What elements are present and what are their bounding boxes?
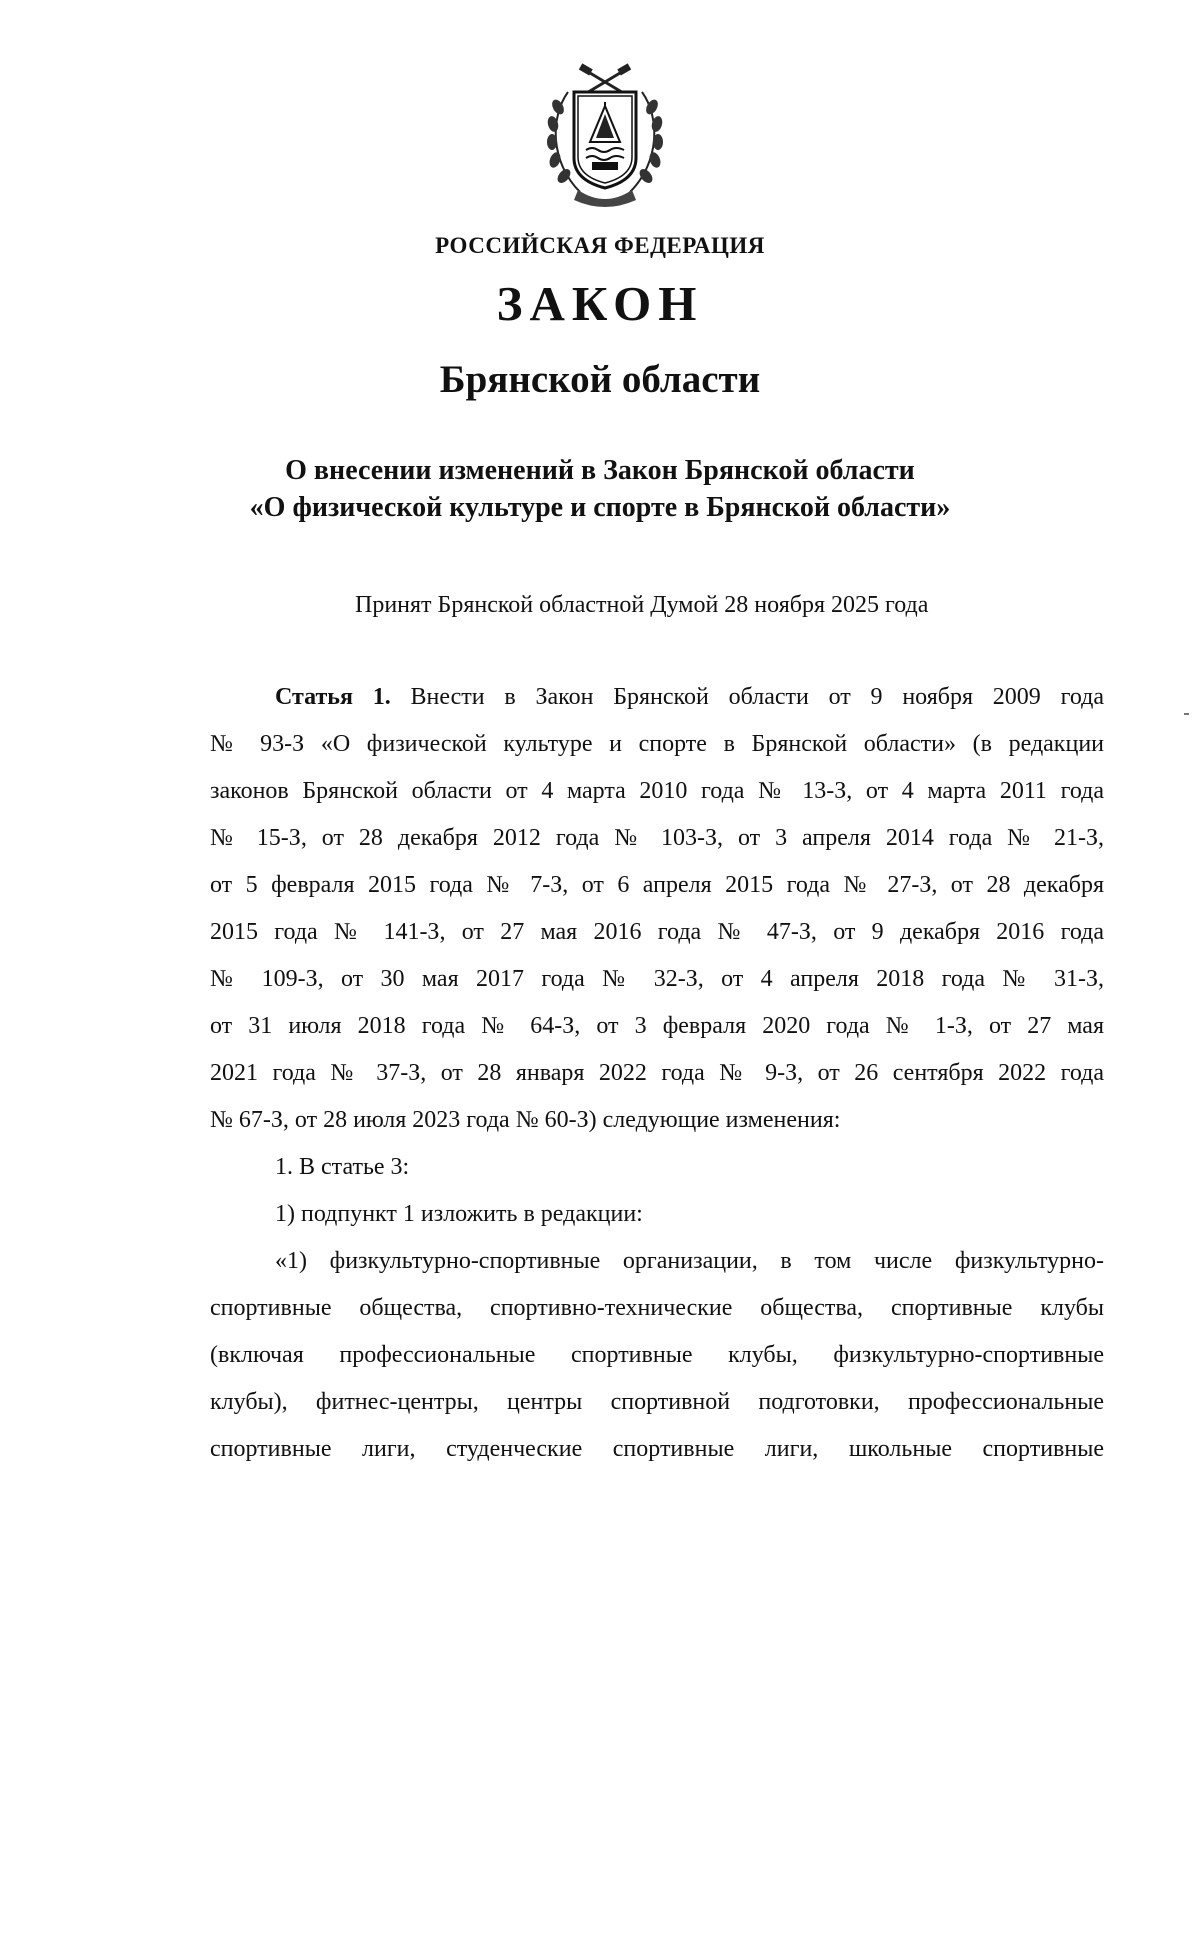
item-1: 1. В статье 3: — [275, 1154, 410, 1180]
quoted-text-line: клубы), фитнес-центры, центры спортивной подготовки, профессиональные — [210, 1389, 1104, 1415]
article-1-first-line — [275, 682, 1104, 712]
article-1-label: Статья 1. — [275, 684, 391, 710]
quoted-text-line: спортивные общества, спортивно-технические общества, спортивные клубы — [210, 1295, 1104, 1321]
article-1-first-line-text: Внести в Закон Брянской области от 9 ноября 2009 года — [390, 684, 1104, 710]
law-title-line-1: О внесении изменений в Закон Брянской области — [285, 455, 915, 486]
article-1-line: законов Брянской области от 4 марта 2010 года № 13-З, от 4 марта 2011 года — [210, 778, 1104, 804]
subitem-1: 1) подпункт 1 изложить в редакции: — [275, 1201, 643, 1227]
article-1-line: № 67-З, от 28 июля 2023 года № 60-З) следующие изменения: — [210, 1107, 841, 1133]
law-heading: ЗАКОН — [496, 276, 704, 331]
federation-heading: РОССИЙСКАЯ ФЕДЕРАЦИЯ — [435, 233, 765, 258]
adoption-note: Принят Брянской областной Думой 28 ноября 2025 года — [355, 592, 929, 618]
article-1-line: № 109-З, от 30 мая 2017 года № 32-З, от 4 апреля 2018 года № 31-З, — [210, 966, 1104, 992]
article-1-line: от 5 февраля 2015 года № 7-З, от 6 апреля 2015 года № 27-З, от 28 декабря — [210, 872, 1104, 898]
quoted-text-line: спортивные лиги, студенческие спортивные лиги, школьные спортивные — [210, 1436, 1104, 1462]
scan-margin-mark — [1184, 713, 1189, 715]
coat-of-arms-emblem — [540, 62, 670, 212]
law-title-line-2: «О физической культуре и спорте в Брянской области» — [249, 492, 951, 523]
quoted-text-line: (включая профессиональные спортивные клубы, физкультурно-спортивные — [210, 1342, 1104, 1368]
quoted-text-first-line: «1) физкультурно-спортивные организации, в том числе физкультурно- — [275, 1248, 1104, 1274]
article-1-line: 2021 года № 37-З, от 28 января 2022 года № 9-З, от 26 сентября 2022 года — [210, 1060, 1104, 1086]
region-heading: Брянской области — [439, 358, 761, 401]
article-1-line: 2015 года № 141-З, от 27 мая 2016 года № 47-З, от 9 декабря 2016 года — [210, 919, 1104, 945]
article-1-line: № 93-З «О физической культуре и спорте в Брянской области» (в редакции — [210, 731, 1104, 757]
article-1-line: от 31 июля 2018 года № 64-З, от 3 февраля 2020 года № 1-З, от 27 мая — [210, 1013, 1104, 1039]
article-1-line: № 15-З, от 28 декабря 2012 года № 103-З, от 3 апреля 2014 года № 21-З, — [210, 825, 1104, 851]
